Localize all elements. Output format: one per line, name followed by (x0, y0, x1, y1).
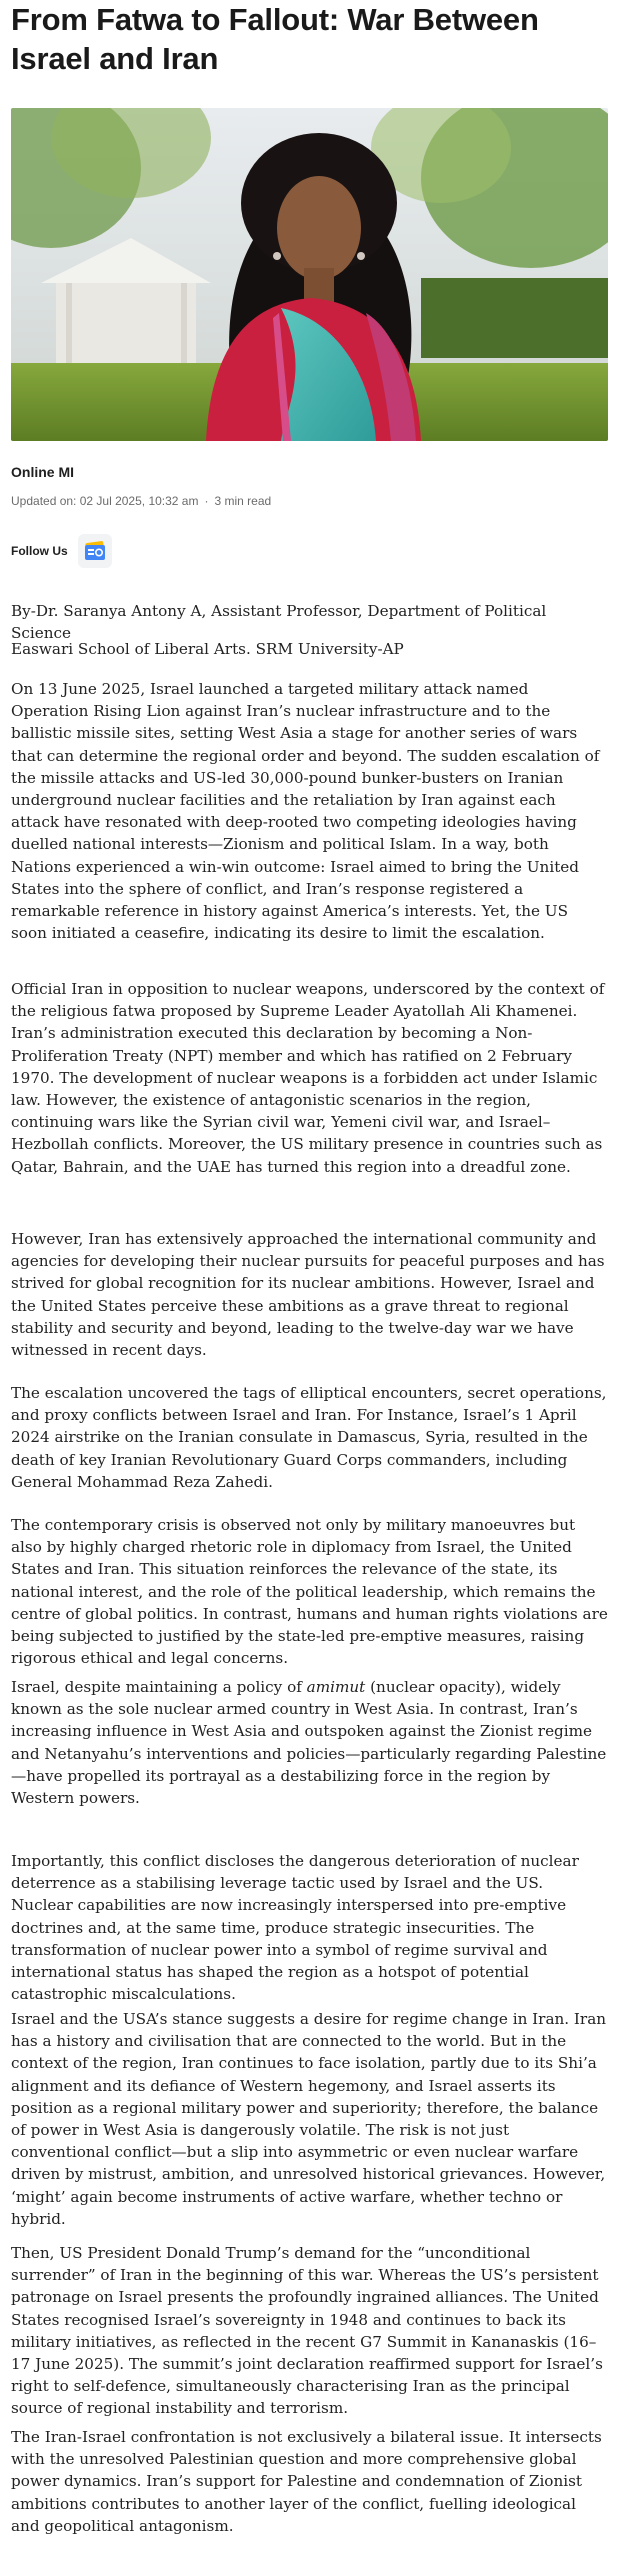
body-paragraph: Official Iran in opposition to nuclear weapons, underscored by the context of the religious fatwa proposed by Supreme Leader Ayatollah Ali Khamenei. Iran’s administration executed this declaration by becoming a Non-Proliferation Treaty (NPT) member and which has ratified on 2 February 1970. The development of nuclear weapons is a forbidden act under Islamic law. However, the existence of antagonistic scenarios in the region, continuing wars like the Syrian civil war, Yemeni civil war, and Israel–Hezbollah conflicts. Moreover, the US military presence in countries such as Qatar, Bahrain, and the UAE has turned this region into a dreadful zone. (11, 980, 605, 1176)
body-paragraph: The contemporary crisis is observed not only by military manoeuvres but also by highly charged rhetoric role in diplomacy from Israel, the United States and Iran. This situation reinforces the relevance of the state, its national interest, and the role of the political leadership, which remains the centre of global politics. In contrast, humans and human rights violations are being subjected to justified by the state-led pre-emptive measures, raising rigorous ethical and legal concerns. (11, 1516, 608, 1668)
body-paragraph: Then, US President Donald Trump’s demand for the “unconditional surrender” of Iran in the beginning of this war. Whereas the US’s persistent patronage on Israel presents the profoundly ingrained alliances. The United States recognised Israel’s sovereignty in 1948 and continues to back its military initiatives, as reflected in the recent G7 Summit in Kananaskis (16–17 June 2025). The summit’s joint declaration reaffirmed support for Israel’s right to self-defence, simultaneously characterising Iran as the principal source of regional instability and terrorism. (11, 2244, 603, 2418)
author-institution: Easwari School of Liberal Arts. SRM University-AP (11, 640, 404, 658)
article-source: Online MI (11, 464, 74, 480)
read-time: 3 min read (214, 494, 272, 508)
follow-us (11, 533, 112, 569)
google-news-icon (83, 541, 107, 561)
amimut-text-after: (nuclear opacity), widely known as the sole nuclear armed country in West Asia. In contrast, Iran’s increasing influence in West Asia and outspoken against the Zionist regime and Netanyahu’s interventions and policies—particularly regarding Palestine—have propelled its portrayal as a destabilizing force in the region by Western powers. (11, 1678, 607, 1808)
body-paragraph: However, Iran has extensively approached the international community and agencies for developing their nuclear pursuits for peaceful purposes and has strived for global recognition for its nuclear ambitions. However, Israel and the United States perceive these ambitions as a grave threat to regional stability and security and beyond, leading to the twelve-day war we have witnessed in recent days. (11, 1230, 605, 1360)
hero-photo (11, 108, 608, 441)
article-title: From Fatwa to Fallout: War Between Israel and Iran (11, 2, 539, 76)
meta-separator: · (204, 494, 209, 508)
updated-timestamp: Updated on: 02 Jul 2025, 10:32 am (11, 494, 199, 508)
body-paragraph: The Iran-Israel confrontation is not exclusively a bilateral issue. It intersects with the unresolved Palestinian question and more comprehensive global power dynamics. Iran’s support for Palestine and condemnation of Zionist ambitions contributes to another layer of the conflict, fuelling ideological and geopolitical antagonism. (11, 2428, 602, 2535)
body-paragraph: The escalation uncovered the tags of elliptical encounters, secret operations, and proxy conflicts between Israel and Iran. For Instance, Israel’s 1 April 2024 airstrike on the Iranian consulate in Damascus, Syria, resulted in the death of key Iranian Revolutionary Guard Corps commanders, including General Mohammad Reza Zahedi. (11, 1384, 607, 1491)
amimut-text-before: Israel, despite maintaining a policy of (11, 1678, 307, 1696)
amimut-paragraph (11, 1676, 608, 1809)
amimut-term: amimut (306, 1678, 366, 1696)
follow-us-label: Follow Us (11, 544, 68, 558)
author-byline: By-Dr. Saranya Antony A, Assistant Professor, Department of Political Science (11, 602, 547, 643)
google-news-follow-button[interactable] (78, 534, 112, 568)
body-paragraph: Israel and the USA’s stance suggests a desire for regime change in Iran. Iran has a history and civilisation that are connected to the world. But in the context of the region, Iran continues to face isolation, partly due to its Shi’a alignment and its defiance of Western hegemony, and Israel asserts its position as a regional military power and superiority; therefore, the balance of power in West Asia is dangerously volatile. The risk is not just conventional conflict—but a slip into asymmetric or even nuclear warfare driven by mistrust, ambition, and unresolved historical grievances. However, ‘might’ again become instruments of active warfare, whether techno or hybrid. (11, 2010, 607, 2228)
body-paragraph: On 13 June 2025, Israel launched a targeted military attack named Operation Rising Lion against Iran’s nuclear infrastructure and to the ballistic missile sites, setting West Asia a stage for another series of wars that can determine the regional order and beyond. The sudden escalation of the missile attacks and US-led 30,000-pound bunker-busters on Iranian underground nuclear facilities and the retaliation by Iran against each attack have resonated with deep-rooted two competing ideologies having duelled national interests—Zionism and political Islam. In a way, both Nations experienced a win-win outcome: Israel aimed to bring the United States into the sphere of conflict, and Iran’s response registered a remarkable reference in history against America’s interests. Yet, the US soon initiated a ceasefire, indicating its desire to limit the escalation. (11, 680, 600, 943)
body-paragraph: Importantly, this conflict discloses the dangerous deterioration of nuclear deterrence as a stabilising leverage tactic used by Israel and the US. Nuclear capabilities are now increasingly interspersed into pre-emptive doctrines and, at the same time, produce strategic insecurities. The transformation of nuclear power into a symbol of regime survival and international status has shaped the region as a hotspot of potential catastrophic miscalculations. (11, 1852, 579, 2004)
article-meta (11, 494, 271, 508)
